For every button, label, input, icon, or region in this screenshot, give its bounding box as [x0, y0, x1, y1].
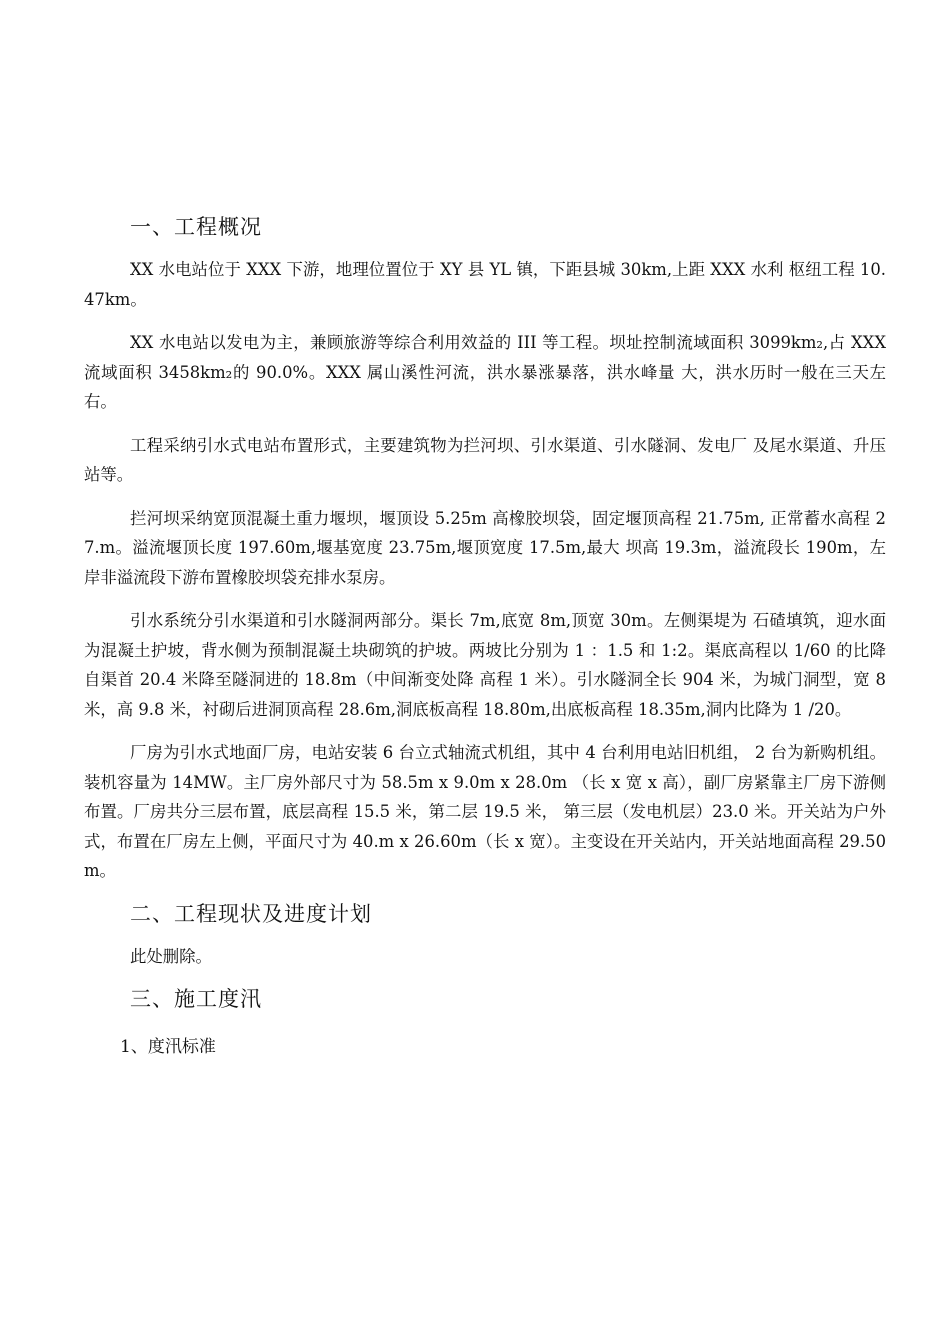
section-1-paragraph-dam: 拦河坝采纳宽顶混凝土重力堰坝，堰顶设 5.25m 高橡胶坝袋，固定堰顶高程 21.75m, 正常蓄水高程 27.m。溢流堰顶长度 197.60m,堰基宽度 23.75m,堰顶宽度 17.5m,最大 坝高 19.3m，溢流段长 190m，左岸非溢流段下游布置橡胶坝袋充排水泵房。 — [84, 508, 886, 587]
section-2-paragraph: 此处删除。 — [130, 946, 212, 966]
section-3-title: 三、施工度汛 — [130, 987, 262, 1011]
section-1-paragraph-layout: 工程采纳引水式电站布置形式，主要建筑物为拦河坝、引水渠道、引水隧洞、发电厂 及尾水渠道、升压站等。 — [84, 435, 886, 484]
section-1-paragraph-powerhouse: 厂房为引水式地面厂房，电站安装 6 台立式轴流式机组，其中 4 台利用电站旧机组， 2 台为新购机组。装机容量为 14MW。主厂房外部尺寸为 58.5m x 9.0m x 28.0m （长 x 宽 x 高），副厂房紧靠主厂房下游侧布置。厂房共分三层布置，底层高程 15.5 米，第二层 19.5 米， 第三层（发电机层）23.0 米。开关站为户外式，布置在厂房左上侧，平面尺寸为 40.m x 26.60m（长 x 宽）。主变设在开关站内，开关站地面高程 29.50m。 — [84, 743, 886, 880]
section-1-paragraph-diversion: 引水系统分引水渠道和引水隧洞两部分。渠长 7m,底宽 8m,顶宽 30m。左侧渠堤为 石碴填筑，迎水面为混凝土护坡，背水侧为预制混凝土块砌筑的护坡。两坡比分别为 1 ：1.5 和 1:2。渠底高程以 1/60 的比降自渠首 20.4 米降至隧洞进的 18.8m（中间渐变处降 高程 1 米）。引水隧洞全长 904 米，为城门洞型，宽 8 米，高 9.8 米，衬砌后进洞顶高程 28.6m,洞底板高程 18.80m,出底板高程 18.35m,洞内比降为 1 /20。 — [84, 611, 886, 719]
document-body — [84, 207, 886, 1067]
section-1-paragraph-basin: XX 水电站以发电为主，兼顾旅游等综合利用效益的 III 等工程。坝址控制流域面积 3099km₂,占 XXX 流域面积 3458km₂的 90.0%。XXX 属山溪性河流，洪水暴涨暴落，洪水峰量 大，洪水历时一般在三天左右。 — [84, 333, 886, 411]
section-1-paragraph-location: XX 水电站位于 XXX 下游，地理位置位于 XY 县 YL 镇，下距县城 30km,上距 XXX 水利 枢纽工程 10.47km。 — [84, 260, 886, 309]
section-3-subtitle-1: 1、度汛标准 — [120, 1037, 216, 1057]
section-1-title: 一、工程概况 — [130, 215, 262, 239]
section-2-title: 二、工程现状及进度计划 — [130, 901, 372, 926]
